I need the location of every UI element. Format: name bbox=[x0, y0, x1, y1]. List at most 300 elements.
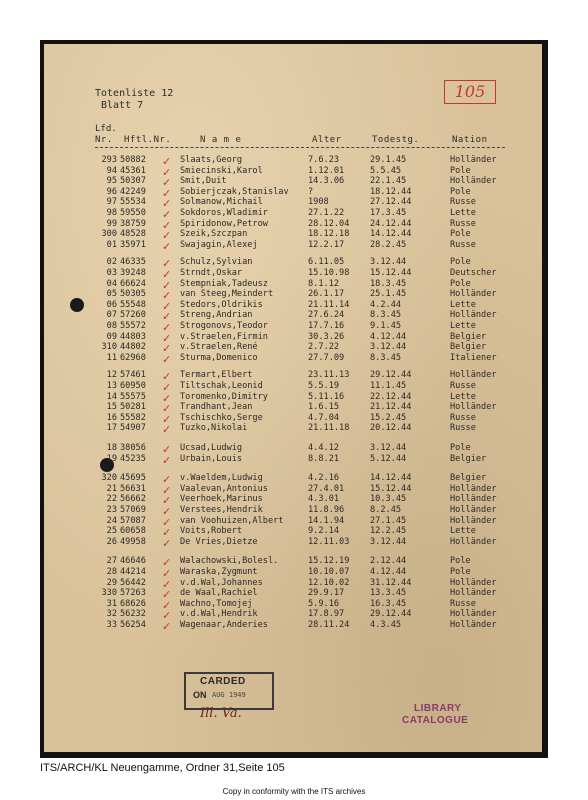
cell-nation: Lette bbox=[450, 391, 476, 402]
cell-death-date: 27.1.45 bbox=[370, 515, 407, 526]
cell-lfd-nr: 09 bbox=[106, 331, 117, 342]
table-row bbox=[0, 279, 588, 290]
cell-haeftling-nr: 49958 bbox=[120, 536, 146, 547]
cell-nation: Pole bbox=[450, 257, 471, 268]
cell-lfd-nr: 15 bbox=[106, 402, 117, 413]
cell-name: Strndt,Oskar bbox=[180, 268, 243, 278]
cell-death-date: 11.1.45 bbox=[370, 381, 407, 391]
carded-stamp-text: CARDED bbox=[200, 676, 246, 687]
cell-name: v.d.Wal,Hendrik bbox=[180, 609, 258, 620]
check-mark-icon: ✓ bbox=[162, 453, 172, 467]
cell-nation: Russe bbox=[450, 381, 476, 391]
cell-haeftling-nr: 50281 bbox=[120, 402, 146, 413]
cell-death-date: 22.1.45 bbox=[370, 176, 407, 187]
cell-death-date: 10.3.45 bbox=[370, 494, 407, 505]
cell-name: Schulz,Sylvian bbox=[180, 257, 253, 268]
table-row bbox=[0, 342, 588, 356]
check-mark-icon: ✓ bbox=[162, 412, 172, 426]
cell-haeftling-nr: 45361 bbox=[120, 165, 146, 176]
cell-birth-date: 4.7.04 bbox=[308, 412, 340, 423]
cell-haeftling-nr: 56232 bbox=[120, 609, 146, 620]
cell-nation: Holländer bbox=[450, 588, 497, 599]
check-mark-icon: ✓ bbox=[162, 536, 172, 550]
cell-death-date: 18.12.44 bbox=[370, 186, 412, 197]
check-mark-icon: ✓ bbox=[162, 331, 172, 345]
page-number-mark: 105 bbox=[444, 80, 496, 104]
cell-haeftling-nr: 54907 bbox=[120, 423, 146, 434]
cell-birth-date: 27.4.01 bbox=[308, 483, 345, 494]
cell-name: v.Straelen,Firmin bbox=[180, 331, 268, 342]
check-mark-icon: ✓ bbox=[162, 299, 172, 313]
cell-birth-date: 27.1.22 bbox=[308, 208, 345, 218]
cell-haeftling-nr: 50307 bbox=[120, 176, 146, 187]
cell-lfd-nr: 310 bbox=[101, 342, 117, 353]
cell-death-date: 3.12.44 bbox=[370, 257, 407, 268]
check-mark-icon: ✓ bbox=[162, 515, 172, 529]
cell-haeftling-nr: 50882 bbox=[120, 155, 146, 165]
cell-name: Termart,Elbert bbox=[180, 370, 253, 381]
cell-lfd-nr: 31 bbox=[106, 598, 117, 609]
cell-name: Strogonovs,Teodor bbox=[180, 321, 268, 331]
check-mark-icon: ✓ bbox=[162, 278, 172, 292]
table-row bbox=[0, 268, 588, 279]
cell-birth-date: 12.10.02 bbox=[308, 577, 350, 588]
check-mark-icon: ✓ bbox=[162, 155, 172, 168]
cell-death-date: 16.3.45 bbox=[370, 598, 407, 609]
cell-birth-date: 4.3.01 bbox=[308, 494, 340, 505]
cell-death-date: 24.12.44 bbox=[370, 218, 412, 229]
table-row bbox=[0, 494, 588, 508]
cell-name: Spiridonow,Petrow bbox=[180, 218, 268, 229]
table-row bbox=[0, 473, 588, 487]
cell-nation: Belgier bbox=[450, 342, 487, 353]
cell-lfd-nr: 27 bbox=[106, 556, 117, 567]
cell-birth-date: 9.2.14 bbox=[308, 526, 340, 537]
cell-lfd-nr: 32 bbox=[106, 609, 117, 620]
library-stamp-line1: LIBRARY bbox=[414, 703, 462, 714]
cell-name: Waraska,Zygmunt bbox=[180, 567, 258, 577]
cell-death-date: 5.5.45 bbox=[370, 165, 402, 176]
table-row bbox=[0, 197, 588, 211]
cell-haeftling-nr: 57260 bbox=[120, 310, 146, 321]
cell-birth-date: 17.8.97 bbox=[308, 609, 345, 620]
cell-death-date: 20.12.44 bbox=[370, 423, 412, 434]
check-mark-icon: ✓ bbox=[162, 567, 172, 580]
cell-haeftling-nr: 57263 bbox=[120, 588, 146, 599]
cell-death-date: 3.12.44 bbox=[370, 536, 407, 547]
table-row bbox=[0, 578, 588, 589]
cell-name: van Voohuizen,Albert bbox=[180, 515, 284, 526]
check-mark-icon: ✓ bbox=[162, 310, 172, 324]
cell-nation: Holländer bbox=[450, 155, 497, 165]
cell-name: Stempniak,Tadeusz bbox=[180, 278, 268, 289]
cell-birth-date: 14.3.06 bbox=[308, 176, 345, 187]
cell-birth-date: 4.4.12 bbox=[308, 443, 340, 453]
cell-lfd-nr: 12 bbox=[106, 370, 117, 381]
cell-birth-date: 17.7.16 bbox=[308, 321, 345, 331]
col-head-name: N a m e bbox=[200, 135, 242, 145]
cell-lfd-nr: 22 bbox=[106, 494, 117, 505]
cell-nation: Belgier bbox=[450, 473, 487, 484]
cell-name: Urbain,Louis bbox=[180, 453, 243, 464]
cell-nation: Holländer bbox=[450, 577, 497, 588]
cell-name: Walachowski,Bolesl. bbox=[180, 556, 279, 567]
cell-nation: Russe bbox=[450, 197, 476, 208]
check-mark-icon: ✓ bbox=[162, 620, 172, 633]
table-row bbox=[0, 402, 588, 416]
check-mark-icon: ✓ bbox=[162, 588, 172, 602]
table-row bbox=[0, 516, 588, 527]
cell-nation: Holländer bbox=[450, 620, 497, 630]
cell-birth-date: 11.8.96 bbox=[308, 505, 345, 515]
cell-nation: Holländer bbox=[450, 609, 497, 620]
cell-haeftling-nr: 56442 bbox=[120, 577, 146, 588]
cell-lfd-nr: 97 bbox=[106, 197, 117, 208]
cell-nation: Pole bbox=[450, 278, 471, 289]
cell-name: De Vries,Dietze bbox=[180, 536, 258, 547]
check-mark-icon: ✓ bbox=[162, 505, 172, 518]
table-row bbox=[0, 454, 588, 465]
cell-lfd-nr: 28 bbox=[106, 567, 117, 577]
cell-birth-date: 1.12.01 bbox=[308, 165, 345, 176]
cell-name: Swajagin,Alexej bbox=[180, 239, 258, 250]
cell-nation: Pole bbox=[450, 186, 471, 197]
cell-nation: Holländer bbox=[450, 310, 497, 321]
list-title: Totenliste 12 bbox=[95, 88, 174, 99]
table-row bbox=[0, 588, 588, 602]
cell-birth-date: 28.12.04 bbox=[308, 218, 350, 229]
table-row bbox=[0, 155, 588, 166]
cell-death-date: 18.3.45 bbox=[370, 278, 407, 289]
table-row bbox=[0, 240, 588, 251]
cell-lfd-nr: 21 bbox=[106, 483, 117, 494]
cell-birth-date: 27.6.24 bbox=[308, 310, 345, 321]
cell-death-date: 25.1.45 bbox=[370, 289, 407, 300]
table-row bbox=[0, 300, 588, 311]
cell-haeftling-nr: 55548 bbox=[120, 299, 146, 310]
cell-haeftling-nr: 56662 bbox=[120, 494, 146, 505]
table-row bbox=[0, 392, 588, 403]
cell-name: Streng,Andrian bbox=[180, 310, 253, 321]
cell-nation: Pole bbox=[450, 556, 471, 567]
cell-haeftling-nr: 48528 bbox=[120, 229, 146, 240]
cell-name: Solmanow,Michail bbox=[180, 197, 263, 208]
sheet-number: Blatt 7 bbox=[101, 100, 144, 111]
cell-haeftling-nr: 50305 bbox=[120, 289, 146, 300]
cell-lfd-nr: 95 bbox=[106, 176, 117, 187]
check-mark-icon: ✓ bbox=[162, 342, 172, 356]
cell-birth-date: 4.2.16 bbox=[308, 473, 340, 484]
cell-nation: Lette bbox=[450, 321, 476, 331]
cell-death-date: 17.3.45 bbox=[370, 208, 407, 218]
cell-name: Tiltschak,Leonid bbox=[180, 381, 263, 391]
cell-death-date: 15.2.45 bbox=[370, 412, 407, 423]
cell-name: Slaats,Georg bbox=[180, 155, 243, 165]
cell-nation: Holländer bbox=[450, 505, 497, 515]
check-mark-icon: ✓ bbox=[162, 176, 172, 190]
cell-death-date: 13.3.45 bbox=[370, 588, 407, 599]
cell-nation: Pole bbox=[450, 229, 471, 240]
cell-death-date: 22.12.44 bbox=[370, 391, 412, 402]
cell-death-date: 4.12.44 bbox=[370, 567, 407, 577]
table-row bbox=[0, 526, 588, 540]
cell-name: Toromenko,Dimitry bbox=[180, 391, 268, 402]
cell-birth-date: ? bbox=[308, 186, 314, 197]
header-underline bbox=[95, 147, 505, 148]
cell-name: Trandhant,Jean bbox=[180, 402, 253, 413]
cell-birth-date: 8.1.12 bbox=[308, 278, 340, 289]
table-row bbox=[0, 289, 588, 303]
check-mark-icon: ✓ bbox=[162, 423, 172, 437]
cell-death-date: 15.12.44 bbox=[370, 268, 412, 278]
cell-birth-date: 30.3.26 bbox=[308, 331, 345, 342]
table-row bbox=[0, 187, 588, 198]
library-stamp-line2: CATALOGUE bbox=[402, 715, 469, 726]
carded-stamp-date: AUG 1949 bbox=[212, 691, 246, 699]
cell-name: v.Waeldem,Ludwig bbox=[180, 473, 263, 484]
cell-nation: Russe bbox=[450, 423, 476, 434]
cell-lfd-nr: 99 bbox=[106, 218, 117, 229]
cell-lfd-nr: 02 bbox=[106, 257, 117, 268]
cell-nation: Holländer bbox=[450, 289, 497, 300]
cell-nation: Holländer bbox=[450, 494, 497, 505]
cell-death-date: 31.12.44 bbox=[370, 577, 412, 588]
check-mark-icon: ✓ bbox=[162, 289, 172, 303]
cell-lfd-nr: 320 bbox=[101, 473, 117, 484]
cell-name: Stedors,Oldrikis bbox=[180, 299, 263, 310]
table-row bbox=[0, 332, 588, 343]
cell-birth-date: 14.1.94 bbox=[308, 515, 345, 526]
cell-nation: Belgier bbox=[450, 453, 487, 464]
table-row bbox=[0, 620, 588, 631]
table-row bbox=[0, 443, 588, 454]
cell-death-date: 21.12.44 bbox=[370, 402, 412, 413]
cell-birth-date: 26.1.17 bbox=[308, 289, 345, 300]
cell-death-date: 9.1.45 bbox=[370, 321, 402, 331]
cell-death-date: 14.12.44 bbox=[370, 229, 412, 240]
table-row bbox=[0, 208, 588, 219]
table-row bbox=[0, 484, 588, 495]
table-row bbox=[0, 567, 588, 578]
cell-haeftling-nr: 44803 bbox=[120, 331, 146, 342]
cell-haeftling-nr: 55534 bbox=[120, 197, 146, 208]
carded-stamp-on: ON bbox=[193, 690, 207, 700]
table-row bbox=[0, 257, 588, 271]
cell-name: Smiecinski,Karol bbox=[180, 165, 263, 176]
table-row bbox=[0, 310, 588, 324]
cell-lfd-nr: 293 bbox=[101, 155, 117, 165]
cell-haeftling-nr: 57069 bbox=[120, 505, 146, 515]
check-mark-icon: ✓ bbox=[162, 556, 172, 570]
col-head-todestag: Todestg. bbox=[372, 135, 420, 145]
cell-birth-date: 5.5.19 bbox=[308, 381, 340, 391]
check-mark-icon: ✓ bbox=[162, 218, 172, 232]
cell-haeftling-nr: 60658 bbox=[120, 526, 146, 537]
cell-birth-date: 10.10.07 bbox=[308, 567, 350, 577]
cell-name: de Waal,Rachiel bbox=[180, 588, 258, 599]
cell-name: Tschischko,Serge bbox=[180, 412, 263, 423]
cell-nation: Russe bbox=[450, 239, 476, 250]
cell-name: Wagenaar,Anderies bbox=[180, 620, 268, 630]
cell-death-date: 8.3.45 bbox=[370, 310, 402, 321]
cell-birth-date: 23.11.13 bbox=[308, 370, 350, 381]
cell-lfd-nr: 16 bbox=[106, 412, 117, 423]
check-mark-icon: ✓ bbox=[162, 197, 172, 211]
col-head-nr: Nr. bbox=[95, 135, 113, 145]
cell-nation: Lette bbox=[450, 208, 476, 218]
cell-lfd-nr: 11 bbox=[106, 352, 117, 363]
cell-birth-date: 28.11.24 bbox=[308, 620, 350, 630]
cell-death-date: 2.12.44 bbox=[370, 556, 407, 567]
check-mark-icon: ✓ bbox=[162, 494, 172, 508]
check-mark-icon: ✓ bbox=[162, 402, 172, 416]
cell-haeftling-nr: 35971 bbox=[120, 239, 146, 250]
check-mark-icon: ✓ bbox=[162, 268, 172, 281]
cell-nation: Pole bbox=[450, 165, 471, 176]
cell-death-date: 3.12.44 bbox=[370, 443, 407, 453]
cell-nation: Holländer bbox=[450, 483, 497, 494]
cell-lfd-nr: 13 bbox=[106, 381, 117, 391]
table-row bbox=[0, 219, 588, 230]
cell-lfd-nr: 33 bbox=[106, 620, 117, 630]
cell-death-date: 4.12.44 bbox=[370, 331, 407, 342]
check-mark-icon: ✓ bbox=[162, 165, 172, 179]
cell-name: Vaalevan,Antonius bbox=[180, 483, 268, 494]
table-row bbox=[0, 166, 588, 177]
cell-lfd-nr: 14 bbox=[106, 391, 117, 402]
cell-birth-date: 21.11.14 bbox=[308, 299, 350, 310]
cell-nation: Holländer bbox=[450, 176, 497, 187]
cell-name: Tuzko,Nikolai bbox=[180, 423, 248, 434]
cell-haeftling-nr: 38759 bbox=[120, 218, 146, 229]
cell-haeftling-nr: 39248 bbox=[120, 268, 146, 278]
cell-lfd-nr: 07 bbox=[106, 310, 117, 321]
copy-conformity-note: Copy in conformity with the ITS archives bbox=[222, 787, 366, 796]
table-row bbox=[0, 423, 588, 437]
check-mark-icon: ✓ bbox=[162, 321, 172, 334]
col-head-hftl: Hftl.Nr. bbox=[124, 135, 172, 145]
cell-death-date: 12.2.45 bbox=[370, 526, 407, 537]
cell-haeftling-nr: 56631 bbox=[120, 483, 146, 494]
cell-name: v.Straelen,René bbox=[180, 342, 258, 353]
check-mark-icon: ✓ bbox=[162, 186, 172, 200]
cell-birth-date: 21.11.18 bbox=[308, 423, 350, 434]
cell-lfd-nr: 18 bbox=[106, 443, 117, 453]
cell-birth-date: 7.6.23 bbox=[308, 155, 340, 165]
cell-lfd-nr: 98 bbox=[106, 208, 117, 218]
table-row bbox=[0, 370, 588, 384]
cell-lfd-nr: 04 bbox=[106, 278, 117, 289]
check-mark-icon: ✓ bbox=[162, 239, 172, 253]
cell-haeftling-nr: 45235 bbox=[120, 453, 146, 464]
cell-haeftling-nr: 44214 bbox=[120, 567, 146, 577]
cell-lfd-nr: 06 bbox=[106, 299, 117, 310]
check-mark-icon: ✓ bbox=[162, 381, 172, 394]
cell-birth-date: 5.9.16 bbox=[308, 598, 340, 609]
cell-birth-date: 1.6.15 bbox=[308, 402, 340, 413]
check-mark-icon: ✓ bbox=[162, 370, 172, 384]
cell-name: van Steeg,Meindert bbox=[180, 289, 274, 300]
check-mark-icon: ✓ bbox=[162, 352, 172, 366]
cell-death-date: 29.1.45 bbox=[370, 155, 407, 165]
table-row bbox=[0, 413, 588, 424]
cell-lfd-nr: 330 bbox=[101, 588, 117, 599]
col-head-alter: Alter bbox=[312, 135, 342, 145]
table-row bbox=[0, 556, 588, 570]
cell-haeftling-nr: 55582 bbox=[120, 412, 146, 423]
cell-haeftling-nr: 57461 bbox=[120, 370, 146, 381]
cell-lfd-nr: 05 bbox=[106, 289, 117, 300]
cell-name: Smit,Duit bbox=[180, 176, 227, 187]
cell-haeftling-nr: 46646 bbox=[120, 556, 146, 567]
cell-nation: Holländer bbox=[450, 402, 497, 413]
cell-lfd-nr: 300 bbox=[101, 229, 117, 240]
cell-haeftling-nr: 42249 bbox=[120, 186, 146, 197]
table-row bbox=[0, 609, 588, 623]
cell-nation: Holländer bbox=[450, 536, 497, 547]
cell-nation: Russe bbox=[450, 218, 476, 229]
cell-birth-date: 29.9.17 bbox=[308, 588, 345, 599]
check-mark-icon: ✓ bbox=[162, 391, 172, 405]
check-mark-icon: ✓ bbox=[162, 609, 172, 623]
cell-name: Verstees,Hendrik bbox=[180, 505, 263, 515]
cell-nation: Belgier bbox=[450, 331, 487, 342]
cell-lfd-nr: 03 bbox=[106, 268, 117, 278]
cell-nation: Deutscher bbox=[450, 268, 497, 278]
cell-death-date: 29.12.44 bbox=[370, 370, 412, 381]
cell-haeftling-nr: 46335 bbox=[120, 257, 146, 268]
cell-nation: Russe bbox=[450, 598, 476, 609]
cell-lfd-nr: 01 bbox=[106, 239, 117, 250]
cell-name: Wachno,Tomojej bbox=[180, 598, 253, 609]
cell-haeftling-nr: 59550 bbox=[120, 208, 146, 218]
cell-death-date: 14.12.44 bbox=[370, 473, 412, 484]
cell-nation: Lette bbox=[450, 526, 476, 537]
cell-nation: Holländer bbox=[450, 370, 497, 381]
check-mark-icon: ✓ bbox=[162, 208, 172, 221]
table-row bbox=[0, 176, 588, 190]
cell-haeftling-nr: 55572 bbox=[120, 321, 146, 331]
cell-birth-date: 5.11.16 bbox=[308, 391, 345, 402]
cell-nation: Holländer bbox=[450, 515, 497, 526]
cell-death-date: 8.2.45 bbox=[370, 505, 402, 515]
cell-lfd-nr: 08 bbox=[106, 321, 117, 331]
check-mark-icon: ✓ bbox=[162, 598, 172, 612]
cell-haeftling-nr: 44802 bbox=[120, 342, 146, 353]
cell-death-date: 28.2.45 bbox=[370, 239, 407, 250]
check-mark-icon: ✓ bbox=[162, 229, 172, 243]
check-mark-icon: ✓ bbox=[162, 577, 172, 591]
table-row bbox=[0, 229, 588, 243]
table-row bbox=[0, 353, 588, 364]
cell-lfd-nr: 29 bbox=[106, 577, 117, 588]
table-row bbox=[0, 321, 588, 332]
cell-haeftling-nr: 56254 bbox=[120, 620, 146, 630]
cell-nation: Italiener bbox=[450, 352, 497, 363]
table-row bbox=[0, 505, 588, 516]
cell-birth-date: 15.12.19 bbox=[308, 556, 350, 567]
cell-birth-date: 8.8.21 bbox=[308, 453, 340, 464]
header-lfd: Lfd. bbox=[95, 124, 117, 134]
col-head-nation: Nation bbox=[452, 135, 488, 145]
cell-name: Voits,Robert bbox=[180, 526, 243, 537]
cell-lfd-nr: 96 bbox=[106, 186, 117, 197]
check-mark-icon: ✓ bbox=[162, 443, 172, 456]
cell-lfd-nr: 26 bbox=[106, 536, 117, 547]
cell-haeftling-nr: 62960 bbox=[120, 352, 146, 363]
cell-name: Szeik,Szczpan bbox=[180, 229, 248, 240]
cell-haeftling-nr: 45695 bbox=[120, 473, 146, 484]
